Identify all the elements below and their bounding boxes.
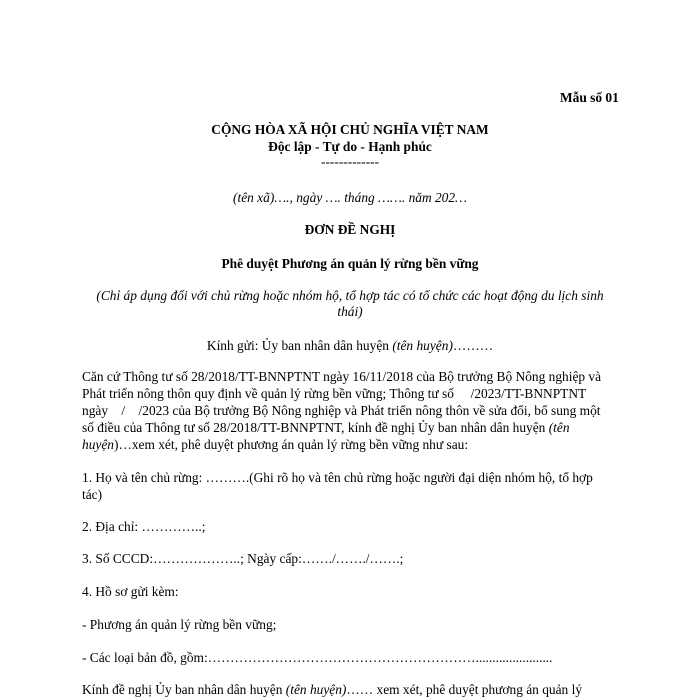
item-address: 2. Địa chỉ: …………..; bbox=[82, 519, 206, 534]
addressee-suffix: ……… bbox=[452, 338, 494, 353]
item-dossier: 4. Hồ sơ gửi kèm: bbox=[82, 584, 179, 599]
item-plan: - Phương án quản lý rừng bền vững; bbox=[82, 617, 277, 632]
applicability-note-line1: (Chỉ áp dụng đối với chủ rừng hoặc nhóm hộ, tổ hợp tác có tổ chức các hoạt động du lịch sinh bbox=[96, 288, 604, 303]
form-number: Mẫu số 01 bbox=[560, 90, 619, 105]
basis-line5 bbox=[82, 437, 468, 453]
closing-text-end: …… xem xét, phê duyệt phương án quản lý bbox=[346, 682, 583, 697]
item-owner-line2: tác) bbox=[82, 487, 103, 502]
closing-text: Kính đề nghị Ủy ban nhân dân huyện bbox=[82, 682, 286, 697]
place-date: (tên xã)…., ngày …. tháng ……. năm 202… bbox=[233, 190, 467, 205]
closing-line bbox=[82, 682, 582, 698]
basis-line5-text: )…xem xét, phê duyệt phương án quản lý rừng bền vững như sau: bbox=[113, 437, 469, 452]
basis-line4-text: số điều của Thông tư số 28/2018/TT-BNNPTNT, kính đề nghị Ủy ban nhân dân huyện bbox=[82, 420, 549, 435]
basis-line4 bbox=[82, 420, 570, 436]
motto: Độc lập - Tự do - Hạnh phúc bbox=[268, 139, 432, 154]
basis-line4-placeholder: (tên bbox=[548, 420, 570, 435]
item-id-card: 3. Số CCCD:………………..; Ngày cấp:……./……./…….; bbox=[82, 551, 404, 566]
header-separator: ------------- bbox=[321, 154, 379, 169]
addressee-prefix: Kính gửi: Ủy ban nhân dân huyện bbox=[206, 338, 393, 353]
applicability-note-line2: thái) bbox=[337, 304, 363, 319]
closing-placeholder: (tên huyện) bbox=[285, 682, 347, 697]
basis-line5-placeholder: huyện bbox=[82, 437, 114, 452]
document-title: ĐƠN ĐỀ NGHỊ bbox=[304, 222, 396, 237]
item-maps: - Các loại bản đồ, gồm:……………………………………………………....................... bbox=[82, 650, 553, 665]
basis-line1: Căn cứ Thông tư số 28/2018/TT-BNNPTNT ngày 16/11/2018 của Bộ trưởng Bộ Nông nghiệp và bbox=[82, 369, 602, 384]
addressee-line bbox=[0, 338, 700, 354]
item-owner-line1: 1. Họ và tên chủ rừng: ……….(Ghi rõ họ và tên chủ rừng hoặc người đại diện nhóm hộ, tổ hợp bbox=[82, 470, 593, 485]
basis-line3: ngày / /2023 của Bộ trưởng Bộ Nông nghiệp và Phát triển nông thôn về sửa đổi, bổ sung một bbox=[82, 403, 601, 418]
basis-line2: Phát triển nông thôn quy định về quản lý rừng bền vững; Thông tư số /2023/TT-BNNPTNT bbox=[82, 386, 587, 401]
addressee-placeholder: (tên huyện) bbox=[392, 338, 453, 353]
country-heading: CỘNG HÒA XÃ HỘI CHỦ NGHĨA VIỆT NAM bbox=[211, 122, 489, 137]
document-subtitle: Phê duyệt Phương án quản lý rừng bền vững bbox=[221, 256, 479, 271]
